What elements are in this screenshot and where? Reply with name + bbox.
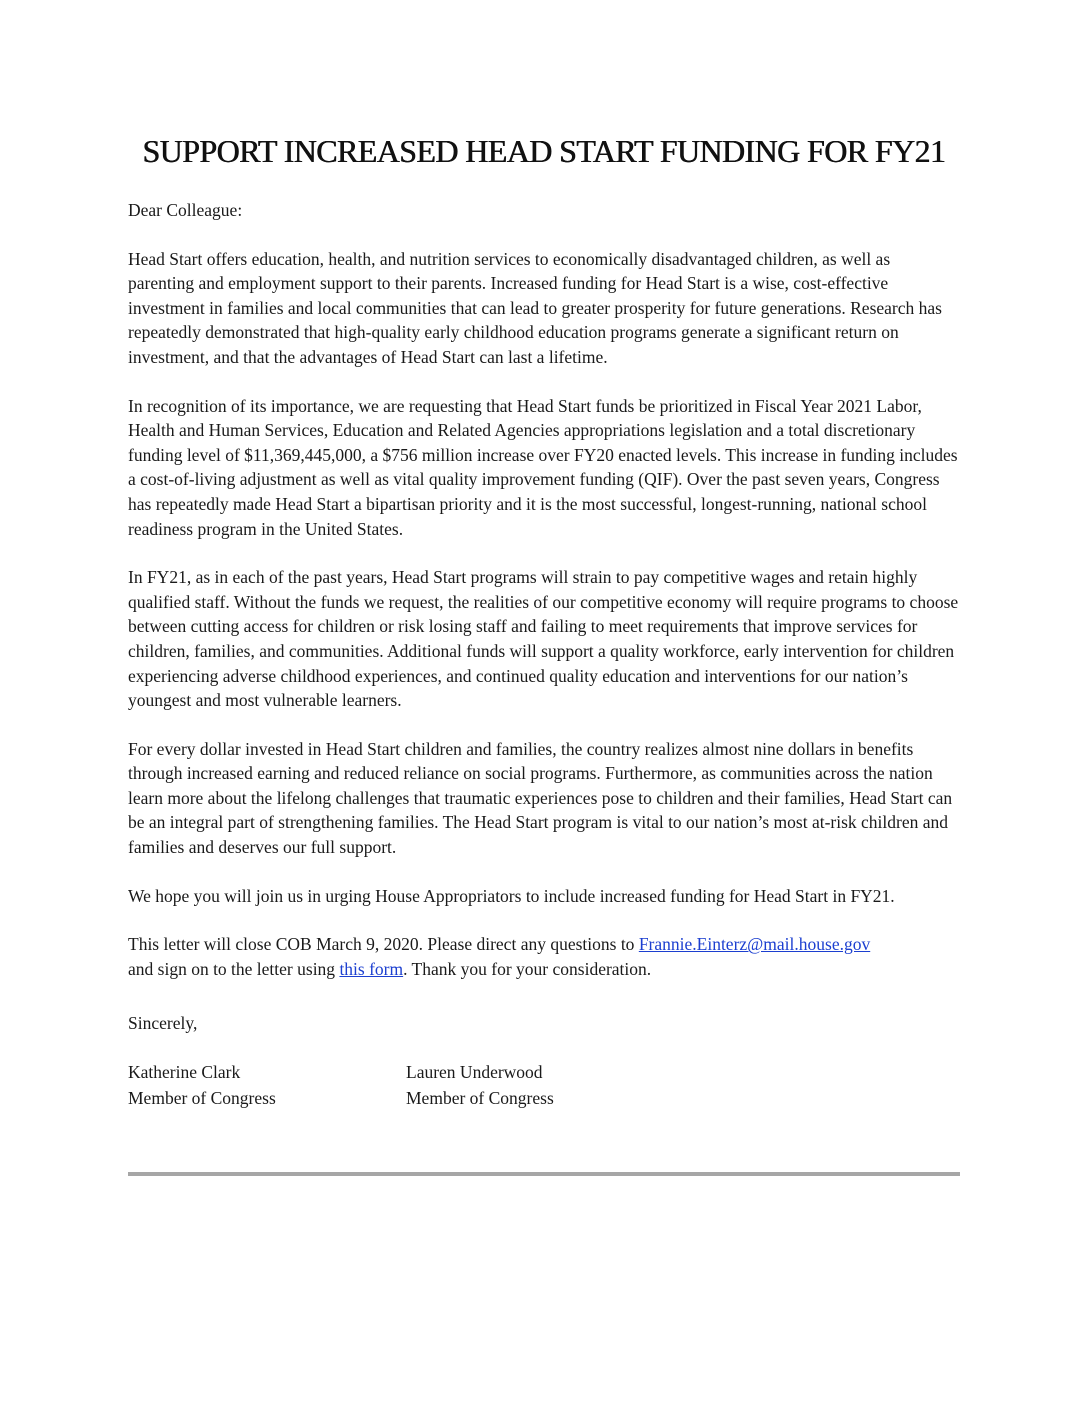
- signatory-clark: [128, 1060, 406, 1111]
- paragraph-4: For every dollar invested in Head Start children and families, the country realizes almost nine dollars in benefits through increased earning and reduced reliance on social programs. Furthermore, as communities across the nation learn more about the lifelong challenges that traumatic experiences pose to children and their families, Head Start can be an integral part of strengthening families. The Head Start program is vital to our nation’s most at-risk children and families and deserves our full support.: [128, 738, 953, 858]
- signatory-title: Member of Congress: [406, 1087, 554, 1108]
- paragraph-1: Head Start offers education, health, and nutrition services to economically disadvantaged children, as well as parenting and employment support to their parents. Increased funding for Head Start is a wise, cost-effective investment in families and local communities that can lead to greater prosperity for future generations. Research has repeatedly demonstrated that high-quality early childhood education programs generate a significant return on investment, and that the advantages of Head Start can last a lifetime.: [128, 248, 942, 367]
- signatory-name: Katherine Clark: [128, 1062, 241, 1083]
- page-title: SUPPORT INCREASED HEAD START FUNDING FOR FY21: [142, 133, 946, 169]
- letter-body: [128, 128, 960, 1111]
- signatory-underwood: [406, 1060, 684, 1111]
- contact-text-before-email: This letter will close COB March 9, 2020. Please direct any questions to: [128, 934, 639, 955]
- salutation: Dear Colleague:: [128, 200, 243, 220]
- closing: Sincerely,: [128, 1013, 198, 1034]
- divider: [128, 1172, 960, 1176]
- contact-text-after-form: . Thank you for your consideration.: [403, 958, 652, 979]
- signatory-name: Lauren Underwood: [406, 1062, 543, 1083]
- paragraph-2: In recognition of its importance, we are requesting that Head Start funds be prioritized in Fiscal Year 2021 Labor, Health and Human Services, Education and Related Agencies appropriations legislation and a total discretionary funding level of $11,369,445,000, a $756 million increase over FY20 enacted levels. This increase in funding includes a cost-of-living adjustment as well as vital quality improvement funding (QIF). Over the past seven years, Congress has repeatedly made Head Start a bipartisan priority and it is the most successful, longest-running, national school readiness program in the United States.: [128, 395, 958, 539]
- paragraph-5: We hope you will join us in urging House Appropriators to include increased funding for Head Start in FY21.: [128, 885, 895, 906]
- contact-paragraph: [128, 932, 960, 981]
- paragraph-3: In FY21, as in each of the past years, Head Start programs will strain to pay competitive wages and retain highly qualified staff. Without the funds we request, the realities of our competitive economy will require programs to choose between cutting access for children or risk losing staff and failing to meet requirements that improve services for children, families, and communities. Additional funds will support a quality workforce, early intervention for children experiencing adverse childhood experiences, and continued quality education and interventions for our nation’s youngest and most vulnerable learners.: [128, 567, 959, 711]
- signatory-title: Member of Congress: [128, 1087, 276, 1108]
- email-link[interactable]: Frannie.Einterz@mail.house.gov: [638, 934, 871, 955]
- contact-text-before-form: and sign on to the letter using: [128, 958, 340, 979]
- sign-on-form-link[interactable]: this form: [339, 958, 404, 979]
- signature-row: [128, 1060, 960, 1111]
